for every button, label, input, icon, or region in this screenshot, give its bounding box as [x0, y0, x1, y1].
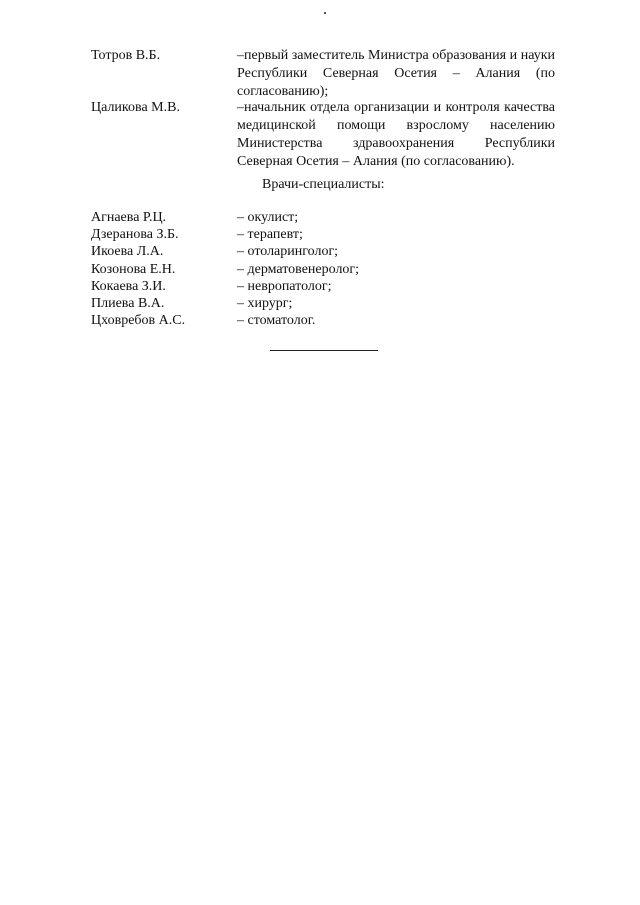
specialist-role: – окулист;: [237, 210, 299, 225]
specialist-name: Цховребов А.С.: [91, 313, 186, 329]
member-name: Цаликова М.В.: [91, 100, 180, 115]
specialist-name: Икоева Л.А.: [91, 244, 164, 260]
member-description: [237, 99, 555, 171]
specialist-role: – стоматолог.: [237, 313, 316, 329]
member-name: Тотров В.Б.: [91, 48, 161, 63]
specialist-name: Козонова Е.Н.: [91, 261, 176, 277]
description-line: Министерства здравоохранения Республики: [237, 136, 555, 151]
specialist-row: [91, 226, 391, 243]
specialist-name: Плиева В.А.: [91, 295, 165, 311]
description-line: Северная Осетия – Алания (по согласованию).: [237, 154, 515, 169]
specialist-role: – хирург;: [237, 295, 293, 311]
description-line: медицинской помощи взрослому населению: [237, 118, 555, 133]
description-line: Республики Северная Осетия – Алания (по: [237, 66, 555, 81]
end-of-document-rule: [270, 350, 378, 351]
specialist-role: – дерматовенеролог;: [237, 261, 360, 277]
specialist-row: [91, 312, 391, 329]
description-line: –первый заместитель Министра образования и науки: [237, 48, 555, 63]
description-line: –начальник отдела организации и контроля качества: [237, 100, 555, 115]
specialists-list: [91, 209, 391, 329]
specialist-row: [91, 295, 391, 312]
specialist-role: – отоларинголог;: [237, 244, 339, 260]
specialist-row: [91, 243, 391, 260]
specialist-role: – невропатолог;: [237, 278, 332, 294]
specialists-heading: Врачи-специалисты:: [262, 177, 385, 192]
specialist-name: Дзеранова З.Б.: [91, 227, 179, 243]
specialist-row: [91, 209, 391, 226]
specialist-name: Кокаева З.И.: [91, 278, 166, 294]
specialist-role: – терапевт;: [237, 227, 303, 243]
specialist-row: [91, 278, 391, 295]
member-description: [237, 47, 555, 101]
description-line: согласованию);: [237, 84, 329, 99]
specialist-row: [91, 261, 391, 278]
scan-speck: [324, 12, 326, 14]
specialist-name: Агнаева Р.Ц.: [91, 210, 167, 225]
